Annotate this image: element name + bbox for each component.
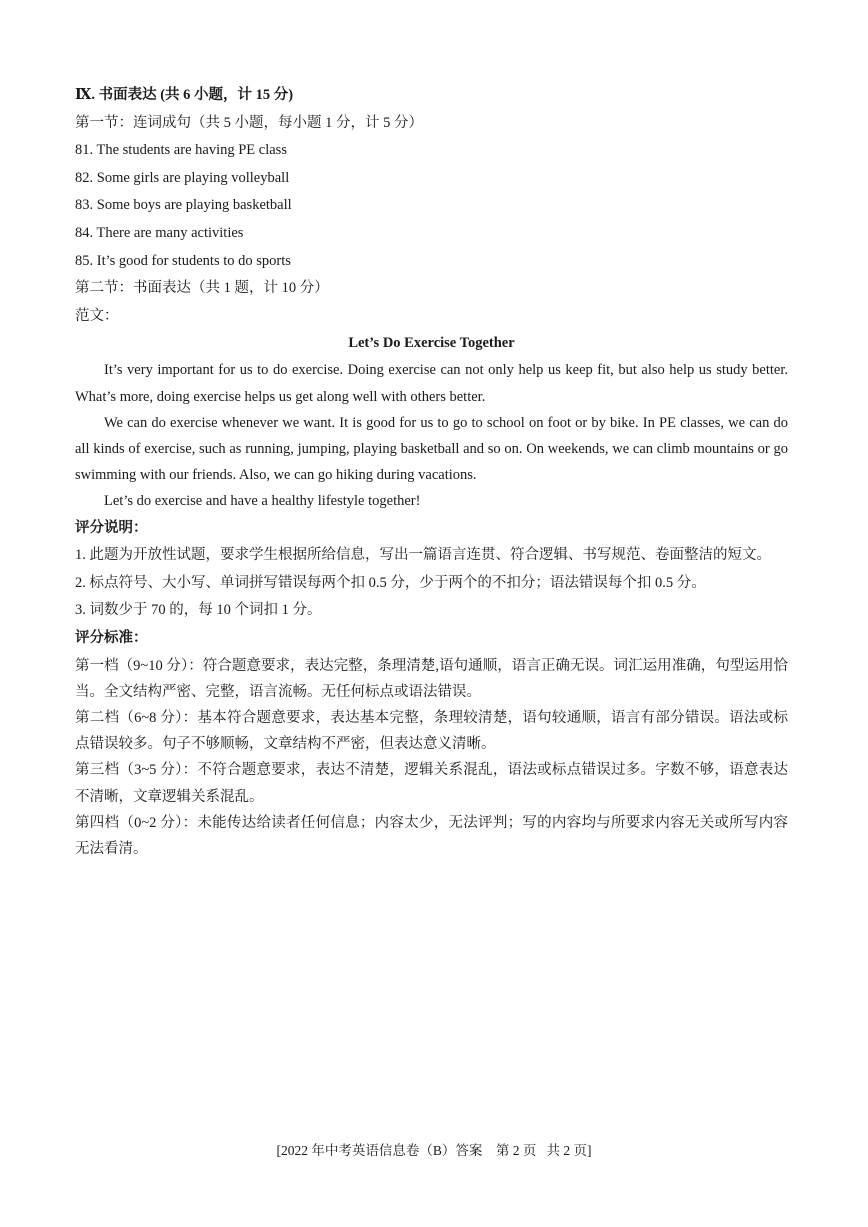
essay-paragraph-2: We can do exercise whenever we want. It is good for us to go to school on foot or by bike. In PE classes, we can do all kinds of exercise, such as running, jumping, playing basketball and so on. On weekends, we can climb mountains or go swimming with our friends. Also, we can go hiking during vacations. xyxy=(75,414,788,484)
essay-title: Let’s Do Exercise Together xyxy=(348,335,515,352)
answer-85: 85. It’s good for students to do sports xyxy=(75,252,291,269)
answer-83: 83. Some boys are playing basketball xyxy=(75,197,292,214)
part1-heading: 第一节：连词成句（共 5 小题，每小题 1 分，计 5 分） xyxy=(75,114,423,131)
section-heading: Ⅸ. 书面表达 (共 6 小题，计 15 分) xyxy=(75,87,294,103)
criteria-level-2: 第二档（6~8 分）：基本符合题意要求，表达基本完整，条理较清楚，语句较通顺，语言有部分错误。语法或标点错误较多。句子不够顺畅，文章结构不严密，但表达意义清晰。 xyxy=(75,709,788,753)
criteria-level-1: 第一档（9~10 分）：符合题意要求，表达完整，条理清楚,语句通顺，语言正确无误。词汇运用准确，句型运用恰当。全文结构严密、完整，语言流畅。无任何标点或语法错误。 xyxy=(75,657,788,700)
part2-heading: 第二节：书面表达（共 1 题，计 10 分） xyxy=(75,280,329,297)
criteria-level-4: 第四档（0~2 分）：未能传达给读者任何信息；内容太少，无法评判；写的内容均与所要求内容无关或所写内容无法看清。 xyxy=(75,814,788,857)
scoring-note-3: 3. 词数少于 70 的，每 10 个词扣 1 分。 xyxy=(75,602,322,619)
essay-paragraph-3: Let’s do exercise and have a healthy lifestyle together! xyxy=(104,493,421,510)
answer-82: 82. Some girls are playing volleyball xyxy=(75,169,290,186)
answer-81: 81. The students are having PE class xyxy=(75,142,287,159)
scoring-note-1: 1. 此题为开放性试题，要求学生根据所给信息，写出一篇语言连贯、符合逻辑、书写规范、卷面整洁的短文。 xyxy=(75,547,771,564)
criteria-level-3: 第三档（3~5 分）：不符合题意要求，表达不清楚，逻辑关系混乱，语法或标点错误过多。字数不够，语意表达不清晰，文章逻辑关系混乱。 xyxy=(75,762,788,805)
answer-84: 84. There are many activities xyxy=(75,224,244,241)
scoring-notes-heading: 评分说明： xyxy=(75,519,148,536)
page-footer: [2022 年中考英语信息卷（B）答案 第 2 页 共 2 页] xyxy=(276,1143,592,1158)
essay-paragraph-1: It’s very important for us to do exercise. Doing exercise can not only help us keep fit, but also help us study better. What’s more, doing exercise helps us get along well with others better. xyxy=(75,362,788,405)
model-essay-label: 范文： xyxy=(75,307,119,324)
scoring-note-2: 2. 标点符号、大小写、单词拼写错误每两个扣 0.5 分，少于两个的不扣分；语法错误每个扣 0.5 分。 xyxy=(75,574,706,591)
page-content xyxy=(75,82,788,862)
criteria-heading: 评分标准： xyxy=(75,629,148,646)
